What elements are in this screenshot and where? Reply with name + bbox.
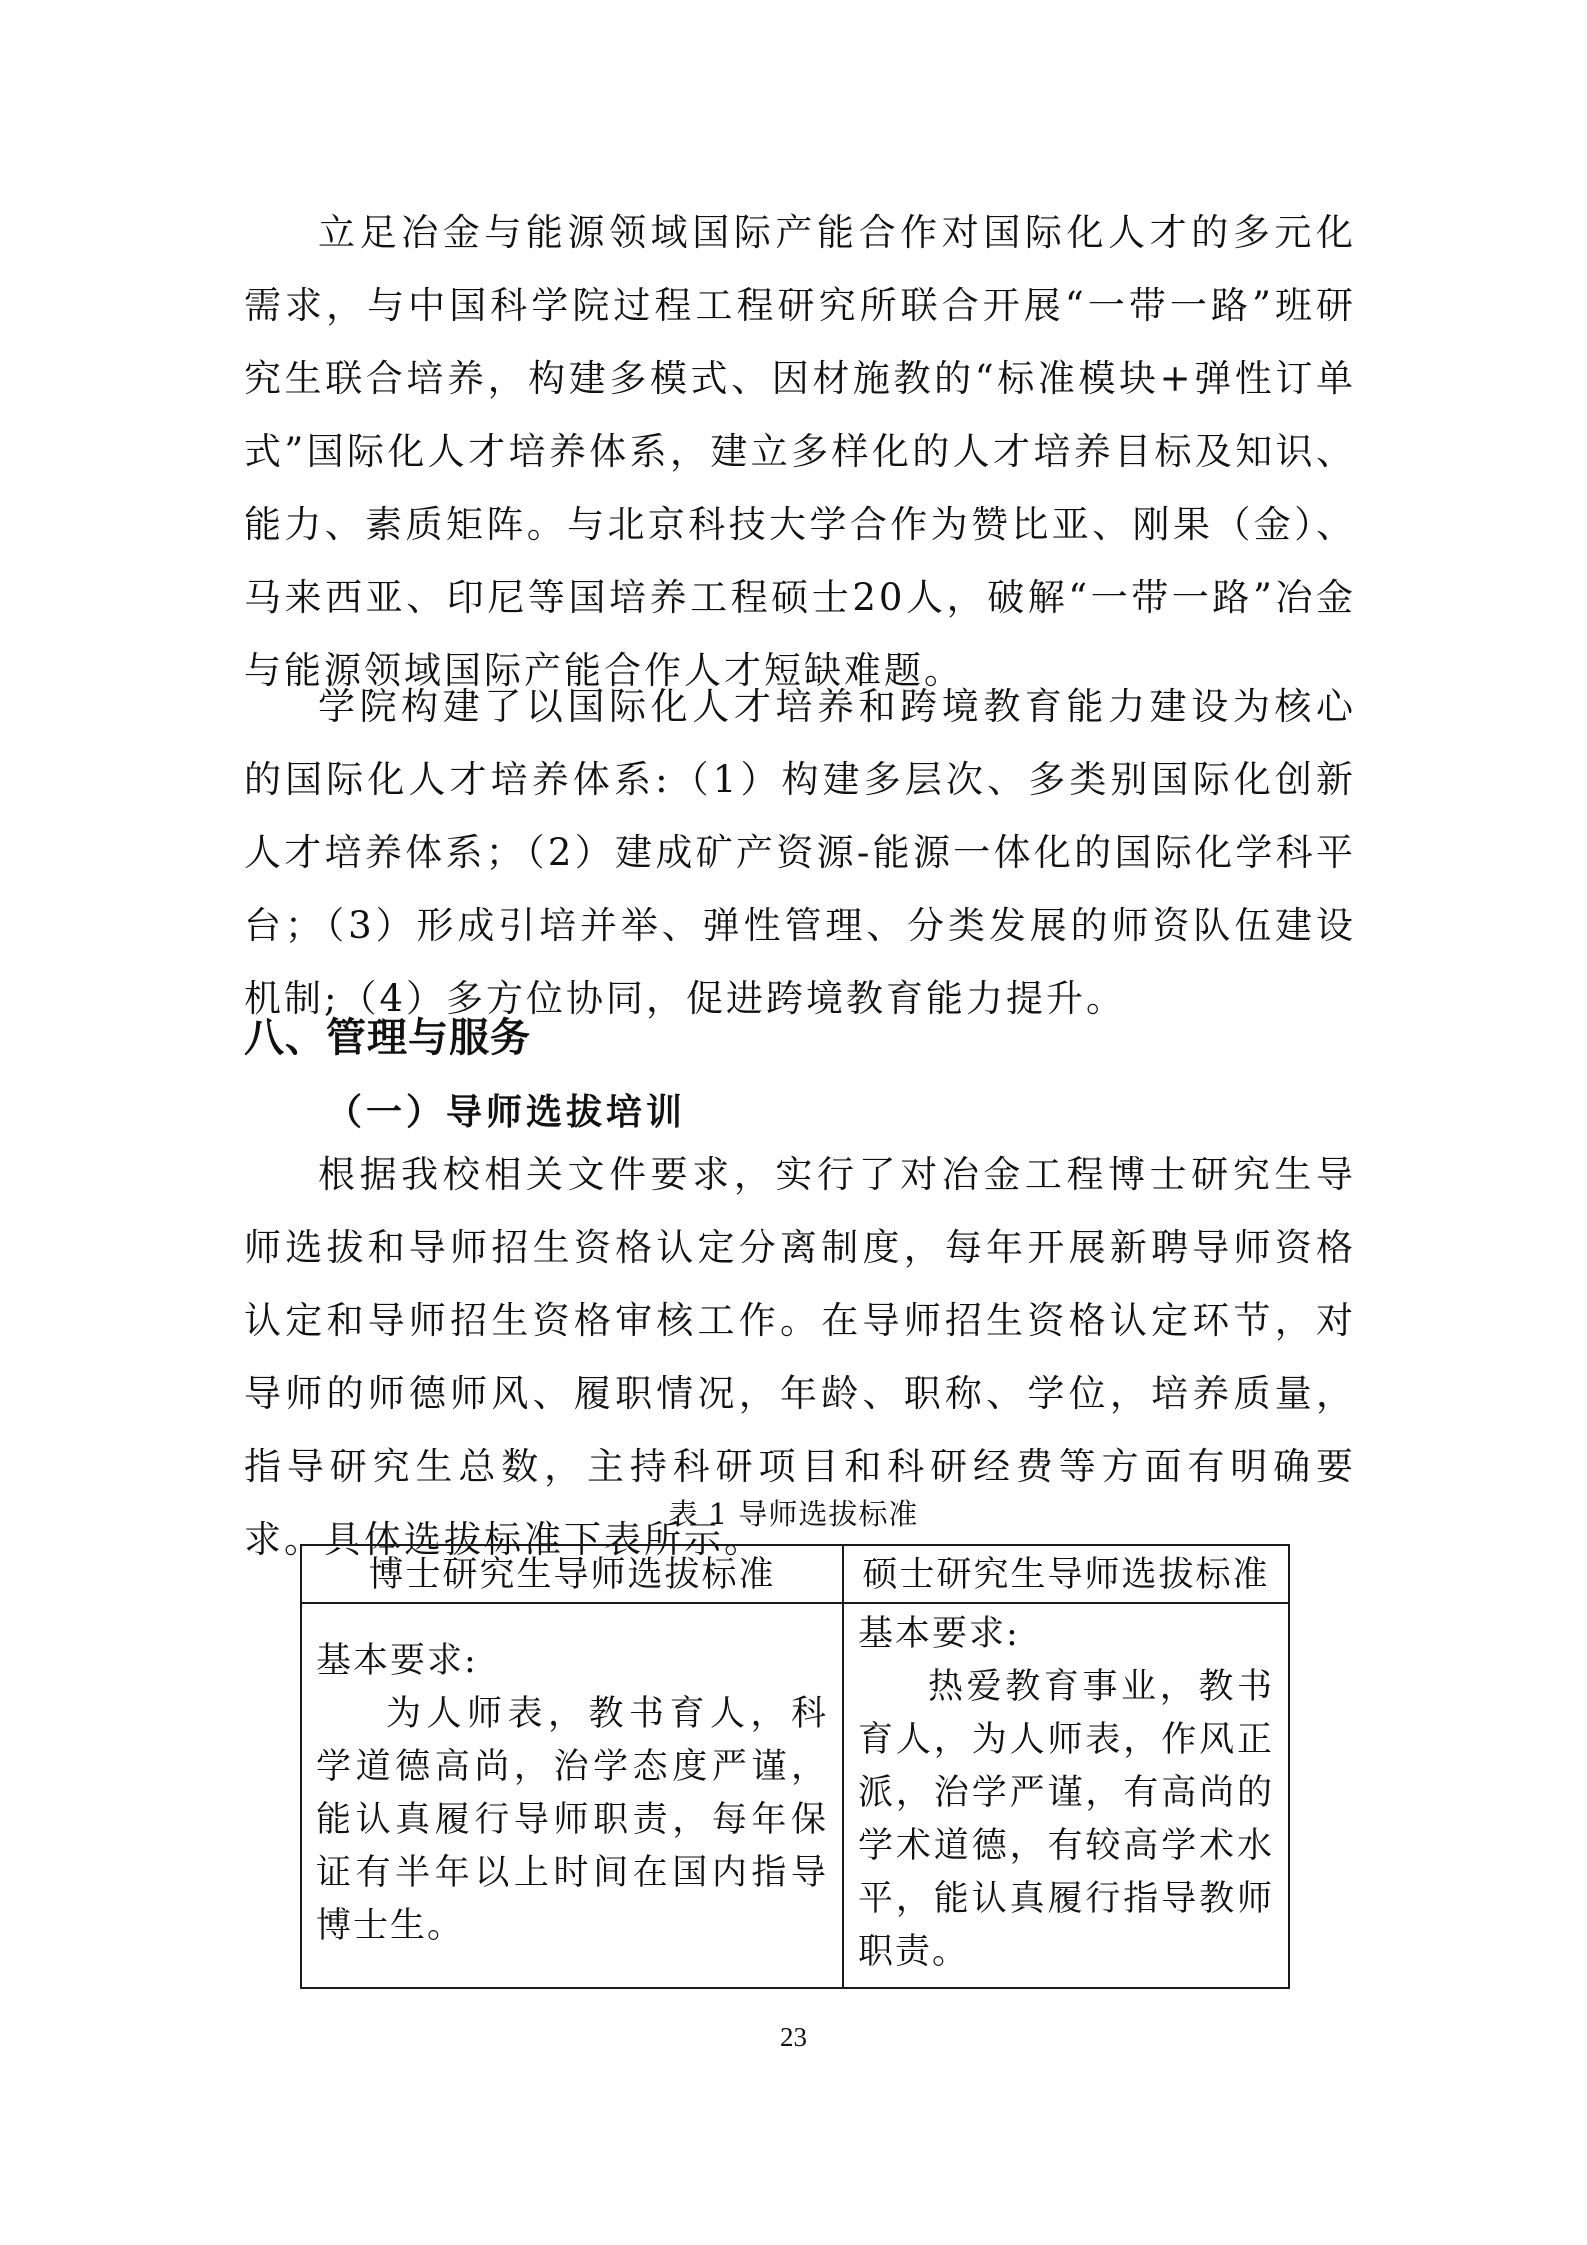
table-row <box>301 1603 1289 1988</box>
master-basic-requirements-text: 热爱教育事业，教书育人，为人师表，作风正派，治学严谨，有高尚的学术道德，有较高学术水平，能认真履行指导教师职责。 <box>858 1667 1274 1972</box>
paragraph-talent-training-system: 学院构建了以国际化人才培养和跨境教育能力建设为核心的国际化人才培养体系:（1）构建多层次、多类别国际化创新人才培养体系；（2）建成矿产资源-能源一体化的国际化学科平台；（3）形成引培并举、弹性管理、分类发展的师资队伍建设机制;（4）多方位协同，促进跨境教育能力提升。 <box>244 685 1356 1020</box>
doctoral-criteria-cell <box>301 1603 843 1988</box>
supervisor-criteria-table <box>300 1544 1290 1989</box>
master-criteria-cell <box>843 1603 1289 1988</box>
doctoral-basic-requirements-text: 为人师表，教书育人，科学道德高尚，治学态度严谨，能认真履行导师职责，每年保证有半年以上时间在国内指导博士生。 <box>316 1693 828 1946</box>
table-caption: 表 1 导师选拔标准 <box>668 1497 919 1531</box>
page-number: 23 <box>780 2022 807 2052</box>
doctoral-basic-requirements-label: 基本要求: <box>316 1640 478 1681</box>
section-heading: 八、管理与服务 <box>244 1015 531 1061</box>
table-header-row <box>301 1545 1289 1603</box>
header-master-criteria: 硕士研究生导师选拔标准 <box>843 1545 1289 1603</box>
paragraph-supervisor-selection: 根据我校相关文件要求，实行了对冶金工程博士研究生导师选拔和导师招生资格认定分离制度，每年开展新聘导师资格认定和导师招生资格审核工作。在导师招生资格认定环节，对导师的师德师风、履职情况，年龄、职称、学位，培养质量，指导研究生总数，主持科研项目和科研经费等方面有明确要求。具体选拔标准下表所示。 <box>244 1153 1356 1561</box>
header-doctoral-criteria: 博士研究生导师选拔标准 <box>301 1545 843 1603</box>
paragraph-international-cooperation: 立足冶金与能源领域国际产能合作对国际化人才的多元化需求，与中国科学院过程工程研究所联合开展“一带一路”班研究生联合培养，构建多模式、因材施教的“标准模块+弹性订单式”国际化人才培养体系，建立多样化的人才培养目标及知识、能力、素质矩阵。与北京科技大学合作为赞比亚、刚果（金）、马来西亚、印尼等国培养工程硕士20人，破解“一带一路”冶金与能源领域国际产能合作人才短缺难题。 <box>244 211 1356 692</box>
subsection-heading: （一）导师选拔培训 <box>326 1092 687 1133</box>
master-basic-requirements-label: 基本要求: <box>858 1614 1020 1654</box>
